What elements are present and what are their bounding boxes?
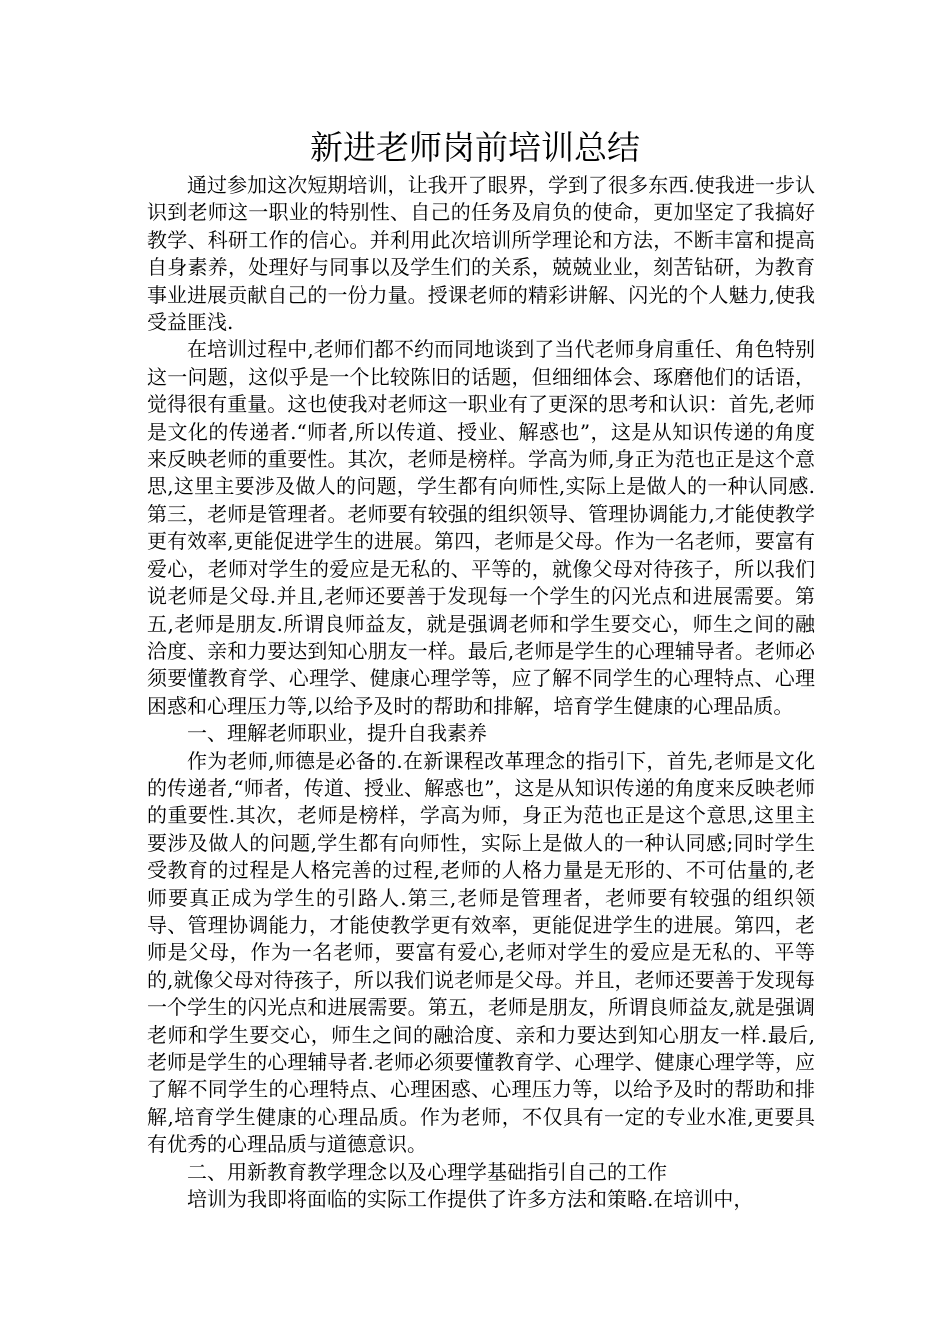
section-heading-1: 一、理解老师职业，提升自我素养 [187,721,487,746]
section-heading-2: 二、用新教育教学理念以及心理学基础指引自己的工作 [187,1159,667,1184]
paragraph-section-2: 培训为我即将面临的实际工作提供了许多方法和策略.在培训中， [187,1187,754,1212]
document-title: 新进老师岗前培训总结 [310,128,640,167]
document-body [147,172,815,1213]
paragraph-teacher-roles: 在培训过程中,老师们都不约而同地谈到了当代老师身肩重任、角色特别这一问题，这似乎是一个比较陈旧的话题，但细细体会、琢磨他们的话语，觉得很有重量。这也使我对老师这一职业有了更深的思考和认识：首先,老师是文化的传递者.“师者,所以传道、授业、解惑也”，这是从知识传递的角度来反映老师的重要性。其次，老师是榜样。学高为师,身正为范也正是这个意思,这里主要涉及做人的问题，学生都有向师性,实际上是做人的一种认同感.第三，老师是管理者。老师要有较强的组织领导、管理协调能力,才能使教学更有效率,更能促进学生的进展。第四，老师是父母。作为一名老师，要富有爱心，老师对学生的爱应是无私的、平等的，就像父母对待孩子，所以我们说老师是父母.并且,老师还要善于发现每一个学生的闪光点和进展需要。第五,老师是朋友.所谓良师益友，就是强调老师和学生要交心，师生之间的融洽度、亲和力要达到知心朋友一样。最后,老师是学生的心理辅导者。老师必须要懂教育学、心理学、健康心理学等，应了解不同学生的心理特点、心理困惑和心理压力等,以给予及时的帮助和排解，培育学生健康的心理品质。 [147,337,815,718]
paragraph-intro: 通过参加这次短期培训，让我开了眼界，学到了很多东西.使我进一步认识到老师这一职业的特别性、自己的任务及肩负的使命，更加坚定了我搞好教学、科研工作的信心。并利用此次培训所学理论和方法，不断丰富和提高自身素养，处理好与同事以及学生们的关系，兢兢业业，刻苦钻研，为教育事业进展贡献自己的一份力量。授课老师的精彩讲解、闪光的个人魅力,使我受益匪浅. [147,173,815,335]
paragraph-section-1: 作为老师,师德是必备的.在新课程改革理念的指引下，首先,老师是文化的传递者,“师者，传道、授业、解惑也”，这是从知识传递的角度来反映老师的重要性.其次，老师是榜样，学高为师，身正为范也正是这个意思,这里主要涉及做人的问题,学生都有向师性，实际上是做人的一种认同感;同时学生受教育的过程是人格完善的过程,老师的人格力量是无形的、不可估量的,老师要真正成为学生的引路人.第三,老师是管理者，老师要有较强的组织领导、管理协调能力，才能使教学更有效率，更能促进学生的进展。第四，老师是父母，作为一名老师，要富有爱心,老师对学生的爱应是无私的、平等的,就像父母对待孩子，所以我们说老师是父母。并且，老师还要善于发现每一个学生的闪光点和进展需要。第五，老师是朋友，所谓良师益友,就是强调老师和学生要交心，师生之间的融洽度、亲和力要达到知心朋友一样.最后,老师是学生的心理辅导者.老师必须要懂教育学、心理学、健康心理学等，应了解不同学生的心理特点、心理困惑、心理压力等，以给予及时的帮助和排解,培育学生健康的心理品质。作为老师，不仅具有一定的专业水准,更要具有优秀的心理品质与道德意识。 [147,748,815,1157]
